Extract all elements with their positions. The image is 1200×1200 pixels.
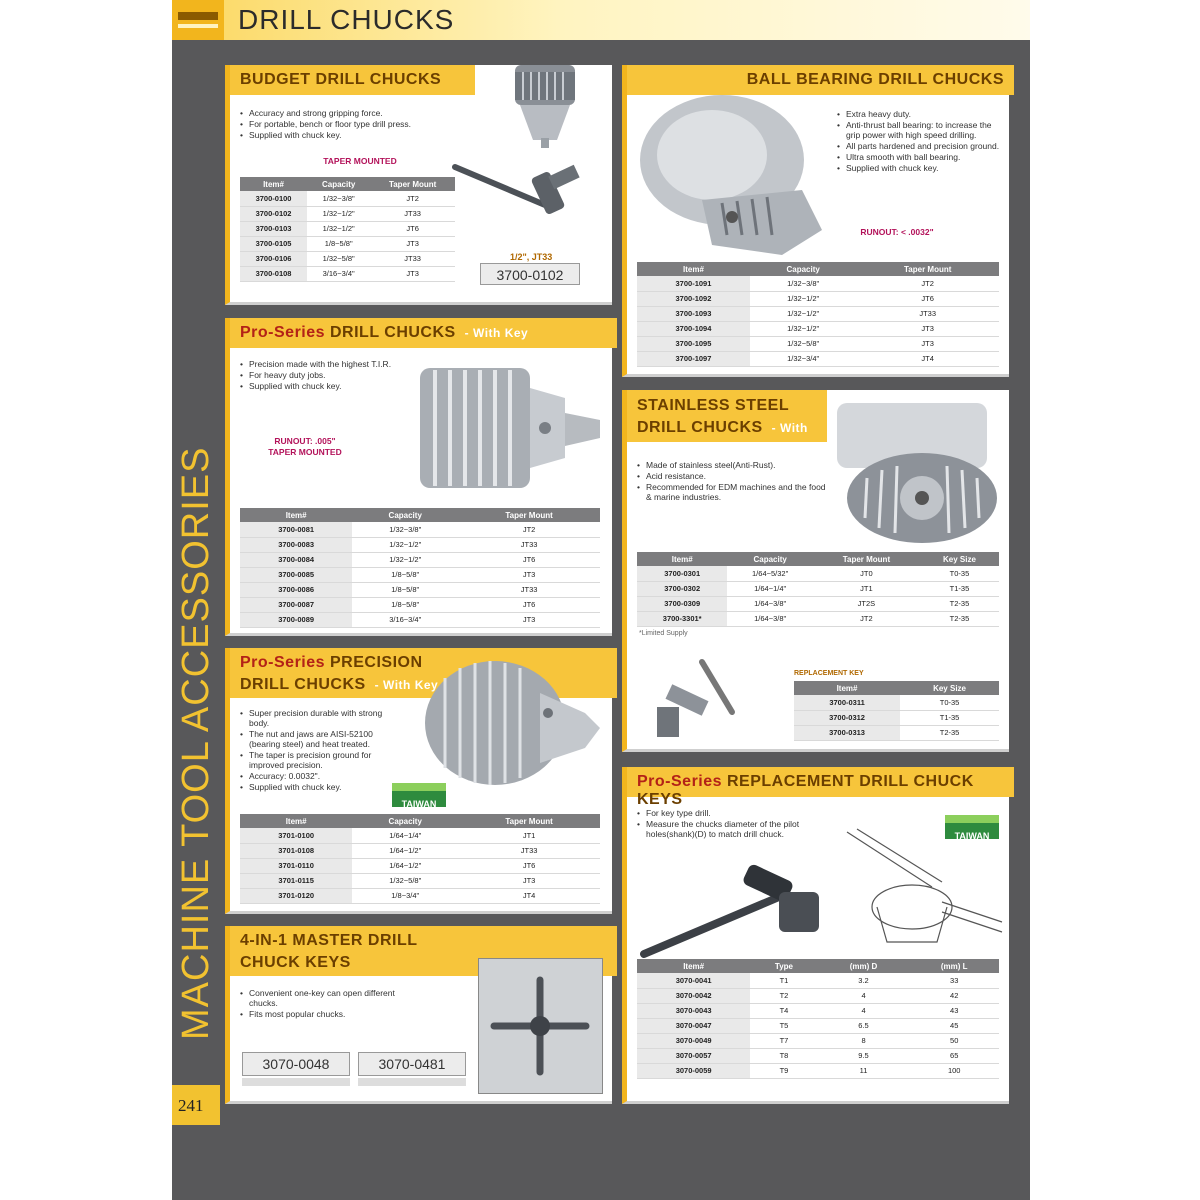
cell-taper: JT3 (458, 567, 600, 582)
master-bullet: • Fits most popular chucks. (240, 1009, 420, 1019)
stainless-spec-table (637, 552, 999, 627)
cell-key-size: T0-35 (900, 695, 999, 710)
table-header-capacity: Capacity (750, 262, 856, 276)
cell-item: 3701-0108 (240, 843, 352, 858)
table-header-d: (mm) D (818, 959, 910, 973)
cell-taper: JT2 (458, 522, 600, 537)
cell-type: T9 (750, 1063, 817, 1078)
cell-item: 3700-0087 (240, 597, 352, 612)
taiwan-badge: TAIWAN (392, 783, 446, 807)
cell-l: 45 (909, 1018, 999, 1033)
table-row (637, 336, 999, 351)
ball-bearing-drill-chucks-panel (622, 65, 1009, 377)
budget-title (230, 65, 475, 95)
cell-taper: JT3 (856, 336, 999, 351)
cell-key-size: T2-35 (920, 611, 999, 626)
stainless-bullet-list (637, 460, 832, 503)
cell-taper: JT33 (370, 251, 455, 266)
cell-taper: JT2S (813, 596, 920, 611)
master-code-2: 3070-0481 (358, 1052, 466, 1076)
cell-item: 3700-1094 (637, 321, 750, 336)
cell-item: 3700-0105 (240, 236, 307, 251)
cell-capacity: 1/32~1/2" (307, 206, 370, 221)
ballbearing-bullet: • Extra heavy duty. (837, 109, 1007, 119)
stainless-title (627, 390, 827, 457)
stainless-bullet: • Made of stainless steel(Anti-Rust). (637, 460, 832, 470)
cell-capacity: 1/8~5/8" (352, 567, 458, 582)
table-header-key-size: Key Size (900, 681, 999, 695)
cell-taper: JT33 (458, 537, 600, 552)
table-header-l: (mm) L (909, 959, 999, 973)
cell-taper: JT3 (370, 266, 455, 281)
master-key-image (478, 958, 603, 1094)
table-row (240, 858, 600, 873)
cell-taper: JT6 (458, 597, 600, 612)
budget-bullet: • Accuracy and strong gripping force. (240, 108, 490, 118)
budget-taper-note: TAPER MOUNTED (323, 156, 397, 166)
stainless-title-1: STAINLESS STEEL (637, 397, 790, 414)
budget-drill-chucks-panel (225, 65, 612, 305)
ballbearing-bullet: • Supplied with chuck key. (837, 163, 1007, 173)
cell-taper: JT6 (370, 221, 455, 236)
cell-capacity: 1/8~5/8" (352, 597, 458, 612)
proseries-taper: TAPER MOUNTED (268, 447, 342, 457)
keys-diagram (842, 827, 1007, 952)
table-row (794, 725, 999, 740)
table-row (240, 206, 455, 221)
cell-key-size: T1-35 (900, 710, 999, 725)
table-header-item: Item# (637, 262, 750, 276)
table-row (240, 843, 600, 858)
proseries-bullet: • Supplied with chuck key. (240, 381, 450, 391)
cell-item: 3700-0086 (240, 582, 352, 597)
cell-item: 3070-0043 (637, 1003, 750, 1018)
table-row (240, 828, 600, 843)
cell-item: 3700-1097 (637, 351, 750, 366)
cell-item: 3700-0312 (794, 710, 900, 725)
table-row (637, 988, 999, 1003)
table-header-item: Item# (794, 681, 900, 695)
cell-taper: JT3 (458, 612, 600, 627)
precision-title-main-2: DRILL CHUCKS (240, 676, 366, 693)
stainless-key-image (647, 652, 747, 747)
cell-key-size: T2-35 (900, 725, 999, 740)
master-code-1-sub (242, 1078, 350, 1086)
cell-capacity: 1/64~3/8" (727, 611, 812, 626)
table-header-type: Type (750, 959, 817, 973)
budget-chuck-image (485, 60, 605, 150)
table-row (240, 582, 600, 597)
budget-bullet: • For portable, bench or floor type drill press. (240, 119, 490, 129)
cell-item: 3700-0081 (240, 522, 352, 537)
budget-callout-code: 3700-0102 (480, 263, 580, 285)
table-header-taper: Taper Mount (370, 177, 455, 191)
table-row (637, 1003, 999, 1018)
table-row (240, 236, 455, 251)
cell-item: 3700-0084 (240, 552, 352, 567)
proseries-chuck-image (415, 358, 605, 498)
master-code-2-sub (358, 1078, 466, 1086)
table-row (240, 251, 455, 266)
cell-item: 3070-0049 (637, 1033, 750, 1048)
logo-bar-light (178, 24, 218, 28)
cell-taper: JT2 (370, 191, 455, 206)
cell-item: 3700-0301 (637, 566, 727, 581)
cell-item: 3701-0110 (240, 858, 352, 873)
cell-d: 9.5 (818, 1048, 910, 1063)
cell-capacity: 1/32~1/2" (750, 321, 856, 336)
table-row (794, 710, 999, 725)
precision-title-red: Pro-Series (240, 654, 326, 671)
cell-capacity: 1/32~1/2" (352, 537, 458, 552)
cell-taper: JT33 (370, 206, 455, 221)
cell-item: 3700-0302 (637, 581, 727, 596)
table-header-taper: Taper Mount (856, 262, 999, 276)
cell-capacity: 1/64~1/4" (727, 581, 812, 596)
keys-title-red: Pro-Series (637, 773, 723, 790)
cell-item: 3070-0059 (637, 1063, 750, 1078)
keys-product-image (639, 862, 839, 962)
table-header-item: Item# (637, 552, 727, 566)
table-header-capacity: Capacity (727, 552, 812, 566)
table-row (637, 291, 999, 306)
table-row (240, 552, 600, 567)
table-row (240, 597, 600, 612)
cell-type: T7 (750, 1033, 817, 1048)
cell-item: 3700-0085 (240, 567, 352, 582)
ballbearing-bullet: • All parts hardened and precision ground. (837, 141, 1007, 151)
cell-capacity: 1/64~1/4" (352, 828, 458, 843)
cell-key-size: T1-35 (920, 581, 999, 596)
cell-taper: JT6 (856, 291, 999, 306)
cell-type: T8 (750, 1048, 817, 1063)
table-header-item: Item# (637, 959, 750, 973)
cell-l: 100 (909, 1063, 999, 1078)
stainless-title-2: DRILL CHUCKS (637, 419, 763, 436)
ballbearing-bullet: • Anti-thrust ball bearing: to increase the grip power with high speed drilling. (837, 120, 1007, 140)
keys-title (627, 767, 1014, 808)
table-row (794, 695, 999, 710)
table-row (637, 566, 999, 581)
table-row (637, 596, 999, 611)
stainless-chuck-image (827, 398, 1007, 548)
cell-d: 3.2 (818, 973, 910, 988)
chuck-key-image (450, 155, 585, 225)
master-bullet-list (240, 988, 420, 1020)
precision-title-main-1: PRECISION (330, 654, 423, 671)
proseries-drill-chucks-panel (225, 318, 612, 636)
proseries-bullet: • For heavy duty jobs. (240, 370, 450, 380)
precision-bullet: • Supplied with chuck key. (240, 782, 400, 792)
cell-item: 3700-3301* (637, 611, 727, 626)
cell-taper: JT3 (370, 236, 455, 251)
cell-item: 3700-0313 (794, 725, 900, 740)
table-header-item: Item# (240, 177, 307, 191)
cell-taper: JT33 (856, 306, 999, 321)
cell-item: 3700-1095 (637, 336, 750, 351)
cell-capacity: 1/8~5/8" (352, 582, 458, 597)
stainless-drill-chucks-panel (622, 390, 1009, 752)
cell-capacity: 1/32~3/8" (750, 276, 856, 291)
with-key-tag: - With Key (464, 326, 529, 340)
section-side-label: MACHINE TOOL ACCESSORIES (175, 446, 217, 1040)
page-title: DRILL CHUCKS (238, 4, 455, 35)
cell-item: 3700-0103 (240, 221, 307, 236)
cell-d: 4 (818, 988, 910, 1003)
cell-capacity: 1/64~3/8" (727, 596, 812, 611)
cell-capacity: 1/8~5/8" (307, 236, 370, 251)
cell-item: 3070-0057 (637, 1048, 750, 1063)
precision-drill-chucks-panel (225, 648, 612, 914)
table-header-taper: Taper Mount (458, 814, 600, 828)
table-row (637, 306, 999, 321)
table-row (637, 321, 999, 336)
cell-capacity: 1/64~1/2" (352, 858, 458, 873)
cell-capacity: 1/64~5/32" (727, 566, 812, 581)
cell-item: 3070-0047 (637, 1018, 750, 1033)
cell-taper: JT2 (813, 611, 920, 626)
cell-item: 3700-0089 (240, 612, 352, 627)
cell-taper: JT0 (813, 566, 920, 581)
table-header-taper: Taper Mount (813, 552, 920, 566)
table-row (637, 1048, 999, 1063)
precision-bullet: • The nut and jaws are AISI-52100 (bearing steel) and heat treated. (240, 729, 400, 749)
cell-capacity: 1/32~3/8" (307, 191, 370, 206)
ballbearing-spec-table (637, 262, 999, 367)
table-row (637, 1063, 999, 1078)
master-title-1: 4-IN-1 MASTER DRILL (240, 932, 418, 949)
table-row (240, 567, 600, 582)
table-row (637, 973, 999, 988)
cell-type: T5 (750, 1018, 817, 1033)
budget-bullet-list (240, 108, 490, 141)
table-header-capacity: Capacity (352, 814, 458, 828)
cell-item: 3070-0041 (637, 973, 750, 988)
cell-capacity: 1/32~1/2" (750, 291, 856, 306)
precision-bullet: • Super precision durable with strong body. (240, 708, 400, 728)
ballbearing-title-text: BALL BEARING DRILL CHUCKS (746, 71, 1004, 88)
cell-taper: JT33 (458, 843, 600, 858)
cell-capacity: 1/64~1/2" (352, 843, 458, 858)
page-header (172, 0, 1030, 40)
cell-taper: JT6 (458, 858, 600, 873)
cell-capacity: 1/32~1/2" (352, 552, 458, 567)
table-row (240, 191, 455, 206)
master-chuck-keys-panel (225, 926, 612, 1104)
cell-l: 65 (909, 1048, 999, 1063)
table-header-key-size: Key Size (920, 552, 999, 566)
cell-taper: JT33 (458, 582, 600, 597)
cell-taper: JT3 (458, 873, 600, 888)
cell-key-size: T0-35 (920, 566, 999, 581)
stainless-bullet: • Recommended for EDM machines and the food & marine industries. (637, 482, 832, 502)
keys-bullet: • Measure the chucks diameter of the pilot holes(shank)(D) to match drill chuck. (637, 819, 837, 839)
proseries-runout: RUNOUT: .005" (274, 436, 336, 446)
cell-capacity: 1/32~1/2" (750, 306, 856, 321)
proseries-title-red: Pro-Series (240, 324, 326, 341)
table-row (240, 266, 455, 281)
cell-item: 3700-0106 (240, 251, 307, 266)
table-header-item: Item# (240, 814, 352, 828)
keys-title-main: REPLACEMENT DRILL CHUCK KEYS (637, 773, 974, 808)
budget-bullet: • Supplied with chuck key. (240, 130, 490, 140)
with-key-tag: - With Key (637, 421, 808, 457)
cell-d: 8 (818, 1033, 910, 1048)
cell-capacity: 1/32~3/4" (750, 351, 856, 366)
master-title-2: CHUCK KEYS (240, 954, 351, 971)
cell-taper: JT1 (458, 828, 600, 843)
logo-bar (178, 12, 218, 20)
precision-bullet: • The taper is precision ground for improved precision. (240, 750, 400, 770)
replacement-key-label: REPLACEMENT KEY (794, 670, 864, 677)
cell-l: 43 (909, 1003, 999, 1018)
table-header-capacity: Capacity (352, 508, 458, 522)
cell-taper: JT6 (458, 552, 600, 567)
proseries-runout-note (250, 436, 360, 458)
ballbearing-runout-note: RUNOUT: < .0032" (860, 227, 934, 237)
table-header-capacity: Capacity (307, 177, 370, 191)
cell-item: 3700-0309 (637, 596, 727, 611)
cell-item: 3700-1091 (637, 276, 750, 291)
cell-item: 3700-0100 (240, 191, 307, 206)
cell-l: 33 (909, 973, 999, 988)
cell-item: 3700-0102 (240, 206, 307, 221)
cell-d: 4 (818, 1003, 910, 1018)
taiwan-badge: TAIWAN (945, 815, 999, 839)
cell-item: 3701-0120 (240, 888, 352, 903)
ballbearing-chuck-image (632, 85, 832, 260)
ballbearing-bullet: • Ultra smooth with ball bearing. (837, 152, 1007, 162)
table-header-item: Item# (240, 508, 352, 522)
master-bullet: • Convenient one-key can open different chucks. (240, 988, 420, 1008)
stainless-bullet: • Acid resistance. (637, 471, 832, 481)
budget-spec-table (240, 177, 455, 282)
cell-capacity: 3/16~3/4" (307, 266, 370, 281)
proseries-bullet: • Precision made with the highest T.I.R. (240, 359, 450, 369)
cell-capacity: 1/32~5/8" (307, 251, 370, 266)
cell-key-size: T2-35 (920, 596, 999, 611)
cell-taper: JT2 (856, 276, 999, 291)
precision-chuck-image (420, 653, 610, 803)
replacement-chuck-keys-panel (622, 767, 1009, 1104)
page-number: 241 (178, 1096, 204, 1115)
table-header-taper: Taper Mount (458, 508, 600, 522)
table-row (637, 581, 999, 596)
table-row (240, 522, 600, 537)
table-row (637, 1018, 999, 1033)
table-row (240, 888, 600, 903)
cell-item: 3700-0108 (240, 266, 307, 281)
budget-title-text: BUDGET DRILL CHUCKS (240, 71, 442, 88)
cell-taper: JT4 (458, 888, 600, 903)
stainless-footnote: *Limited Supply (639, 630, 688, 637)
proseries-title-main: DRILL CHUCKS (330, 324, 456, 341)
master-code-1: 3070-0048 (242, 1052, 350, 1076)
cell-type: T4 (750, 1003, 817, 1018)
keys-bullet-list (637, 808, 837, 840)
precision-bullet-list (240, 708, 400, 793)
table-row (637, 351, 999, 366)
table-row (637, 1033, 999, 1048)
cell-item: 3700-0311 (794, 695, 900, 710)
table-row (240, 537, 600, 552)
cell-type: T1 (750, 973, 817, 988)
with-key-tag: - With Key (374, 678, 439, 692)
table-row (240, 873, 600, 888)
cell-l: 50 (909, 1033, 999, 1048)
cell-item: 3070-0042 (637, 988, 750, 1003)
cell-item: 3700-1092 (637, 291, 750, 306)
cell-capacity: 3/16~3/4" (352, 612, 458, 627)
cell-item: 3700-0083 (240, 537, 352, 552)
cell-item: 3701-0115 (240, 873, 352, 888)
precision-bullet: • Accuracy: 0.0032". (240, 771, 400, 781)
cell-capacity: 1/32~5/8" (750, 336, 856, 351)
ballbearing-bullet-list (837, 109, 1007, 174)
table-row (240, 612, 600, 627)
cell-item: 3701-0100 (240, 828, 352, 843)
cell-taper: JT3 (856, 321, 999, 336)
cell-type: T2 (750, 988, 817, 1003)
proseries-title (230, 318, 617, 348)
replacement-key-table (794, 681, 999, 741)
cell-d: 6.5 (818, 1018, 910, 1033)
cell-taper: JT4 (856, 351, 999, 366)
cell-d: 11 (818, 1063, 910, 1078)
brand-logo (172, 0, 224, 40)
table-row (240, 221, 455, 236)
keys-bullet: • For key type drill. (637, 808, 837, 818)
keys-spec-table (637, 959, 999, 1079)
table-row (637, 611, 999, 626)
cell-l: 42 (909, 988, 999, 1003)
cell-capacity: 1/32~3/8" (352, 522, 458, 537)
table-row (637, 276, 999, 291)
cell-item: 3700-1093 (637, 306, 750, 321)
precision-spec-table (240, 814, 600, 904)
proseries-spec-table (240, 508, 600, 628)
cell-taper: JT1 (813, 581, 920, 596)
cell-capacity: 1/32~1/2" (307, 221, 370, 236)
budget-callout-label: 1/2", JT33 (510, 252, 553, 262)
cell-capacity: 1/32~5/8" (352, 873, 458, 888)
cell-capacity: 1/8~3/4" (352, 888, 458, 903)
